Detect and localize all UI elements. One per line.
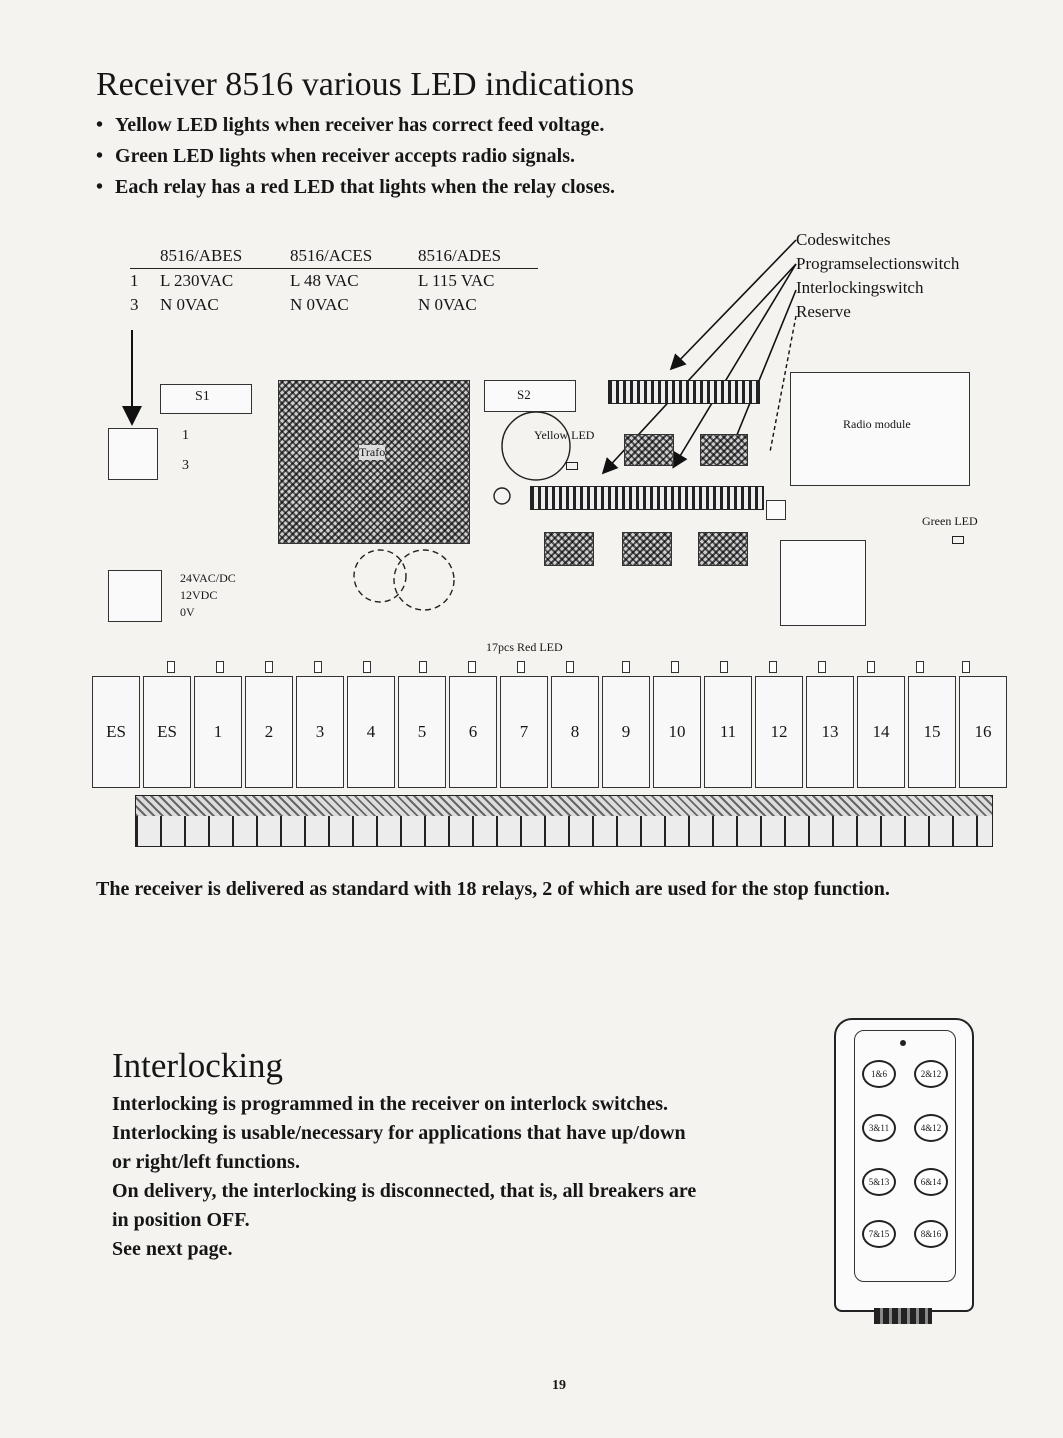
green-led bbox=[952, 536, 964, 544]
callout-programselection: Programselectionswitch bbox=[796, 254, 960, 273]
relay-es-2: ES bbox=[143, 676, 191, 788]
chip-c bbox=[544, 532, 594, 566]
mains-terminal bbox=[108, 428, 158, 480]
remote-button-6: 6&14 bbox=[914, 1168, 948, 1196]
page-title: Receiver 8516 various LED indications bbox=[96, 66, 635, 103]
relay-10: 10 bbox=[653, 676, 701, 788]
small-connector bbox=[766, 500, 786, 520]
relay-11: 11 bbox=[704, 676, 752, 788]
red-led bbox=[566, 661, 574, 673]
callout-interlocking: Interlockingswitch bbox=[796, 278, 924, 297]
green-led-label: Green LED bbox=[922, 514, 978, 528]
remote-control bbox=[834, 1018, 974, 1312]
relay-5: 5 bbox=[398, 676, 446, 788]
red-led bbox=[216, 661, 224, 673]
red-led bbox=[419, 661, 427, 673]
red-led bbox=[622, 661, 630, 673]
yellow-led bbox=[566, 462, 578, 470]
red-led bbox=[671, 661, 679, 673]
red-led bbox=[916, 661, 924, 673]
callout-reserve: Reserve bbox=[796, 302, 851, 321]
radio-module: Radio module bbox=[790, 372, 970, 486]
remote-button-1: 1&6 bbox=[862, 1060, 896, 1088]
interlocking-heading: Interlocking bbox=[112, 1046, 284, 1085]
output-terminal-block bbox=[135, 795, 993, 847]
codeswitch-bank bbox=[608, 380, 760, 404]
low-voltage-terminal bbox=[108, 570, 162, 622]
relay-8: 8 bbox=[551, 676, 599, 788]
yellow-led-label: Yellow LED bbox=[534, 428, 595, 442]
page-number: 19 bbox=[552, 1378, 566, 1393]
chip-e bbox=[698, 532, 748, 566]
red-led-label: 17pcs Red LED bbox=[486, 640, 563, 654]
red-led bbox=[468, 661, 476, 673]
red-led bbox=[167, 661, 175, 673]
remote-button-3: 3&11 bbox=[862, 1114, 896, 1142]
relay-1: 1 bbox=[194, 676, 242, 788]
model-ades: 8516/ADES bbox=[418, 246, 502, 265]
program-switch-bank bbox=[530, 486, 764, 510]
interlocking-text: Interlocking is programmed in the receiver on interlock switches. Interlocking is usable/necessary for applications that have up/down or right/left functions. On delivery, the interlocking is disconnected, that is, all breakers are in position OFF. See next page. bbox=[112, 1093, 697, 1260]
remote-button-4: 4&12 bbox=[914, 1114, 948, 1142]
bullet-yellow-led: • Yellow LED lights when receiver has correct feed voltage. bbox=[96, 110, 615, 141]
relay-3: 3 bbox=[296, 676, 344, 788]
s2-switch: S2 bbox=[484, 380, 576, 412]
voltage-row-3: 3 N 0VAC N 0VAC N 0VAC bbox=[130, 295, 477, 314]
relay-12: 12 bbox=[755, 676, 803, 788]
red-led bbox=[720, 661, 728, 673]
relay-4: 4 bbox=[347, 676, 395, 788]
relay-16: 16 bbox=[959, 676, 1007, 788]
antenna-area bbox=[780, 540, 866, 626]
relay-15: 15 bbox=[908, 676, 956, 788]
remote-connector-icon bbox=[874, 1308, 932, 1324]
red-led bbox=[818, 661, 826, 673]
relay-7: 7 bbox=[500, 676, 548, 788]
chip-b bbox=[700, 434, 748, 466]
relay-9: 9 bbox=[602, 676, 650, 788]
relay-6: 6 bbox=[449, 676, 497, 788]
model-abes: 8516/ABES bbox=[160, 246, 243, 265]
remote-button-2: 2&12 bbox=[914, 1060, 948, 1088]
red-led bbox=[265, 661, 273, 673]
relay-es-1: ES bbox=[92, 676, 140, 788]
model-aces: 8516/ACES bbox=[290, 246, 373, 265]
relay-row bbox=[92, 676, 1007, 788]
low-voltage-labels: 24VAC/DC 12VDC 0V bbox=[180, 571, 236, 619]
chip-d bbox=[622, 532, 672, 566]
remote-button-8: 8&16 bbox=[914, 1220, 948, 1248]
transformer: Trafo bbox=[278, 380, 470, 544]
remote-button-5: 5&13 bbox=[862, 1168, 896, 1196]
s1-switch: S1 bbox=[160, 384, 252, 414]
bullet-red-led: • Each relay has a red LED that lights when the relay closes. bbox=[96, 172, 615, 203]
relay-13: 13 bbox=[806, 676, 854, 788]
relay-14: 14 bbox=[857, 676, 905, 788]
relay-2: 2 bbox=[245, 676, 293, 788]
red-led bbox=[867, 661, 875, 673]
red-led bbox=[363, 661, 371, 673]
relay-note: The receiver is delivered as standard with 18 relays, 2 of which are used for the stop function. bbox=[96, 878, 890, 900]
red-led bbox=[962, 661, 970, 673]
red-led bbox=[769, 661, 777, 673]
chip-a bbox=[624, 434, 674, 466]
callout-codeswitches: Codeswitches bbox=[796, 230, 891, 249]
red-led bbox=[517, 661, 525, 673]
red-led bbox=[314, 661, 322, 673]
remote-button-7: 7&15 bbox=[862, 1220, 896, 1248]
voltage-row-1: 1 L 230VAC L 48 VAC L 115 VAC bbox=[130, 271, 495, 290]
remote-indicator bbox=[900, 1040, 906, 1046]
bullet-green-led: • Green LED lights when receiver accepts radio signals. bbox=[96, 141, 615, 172]
